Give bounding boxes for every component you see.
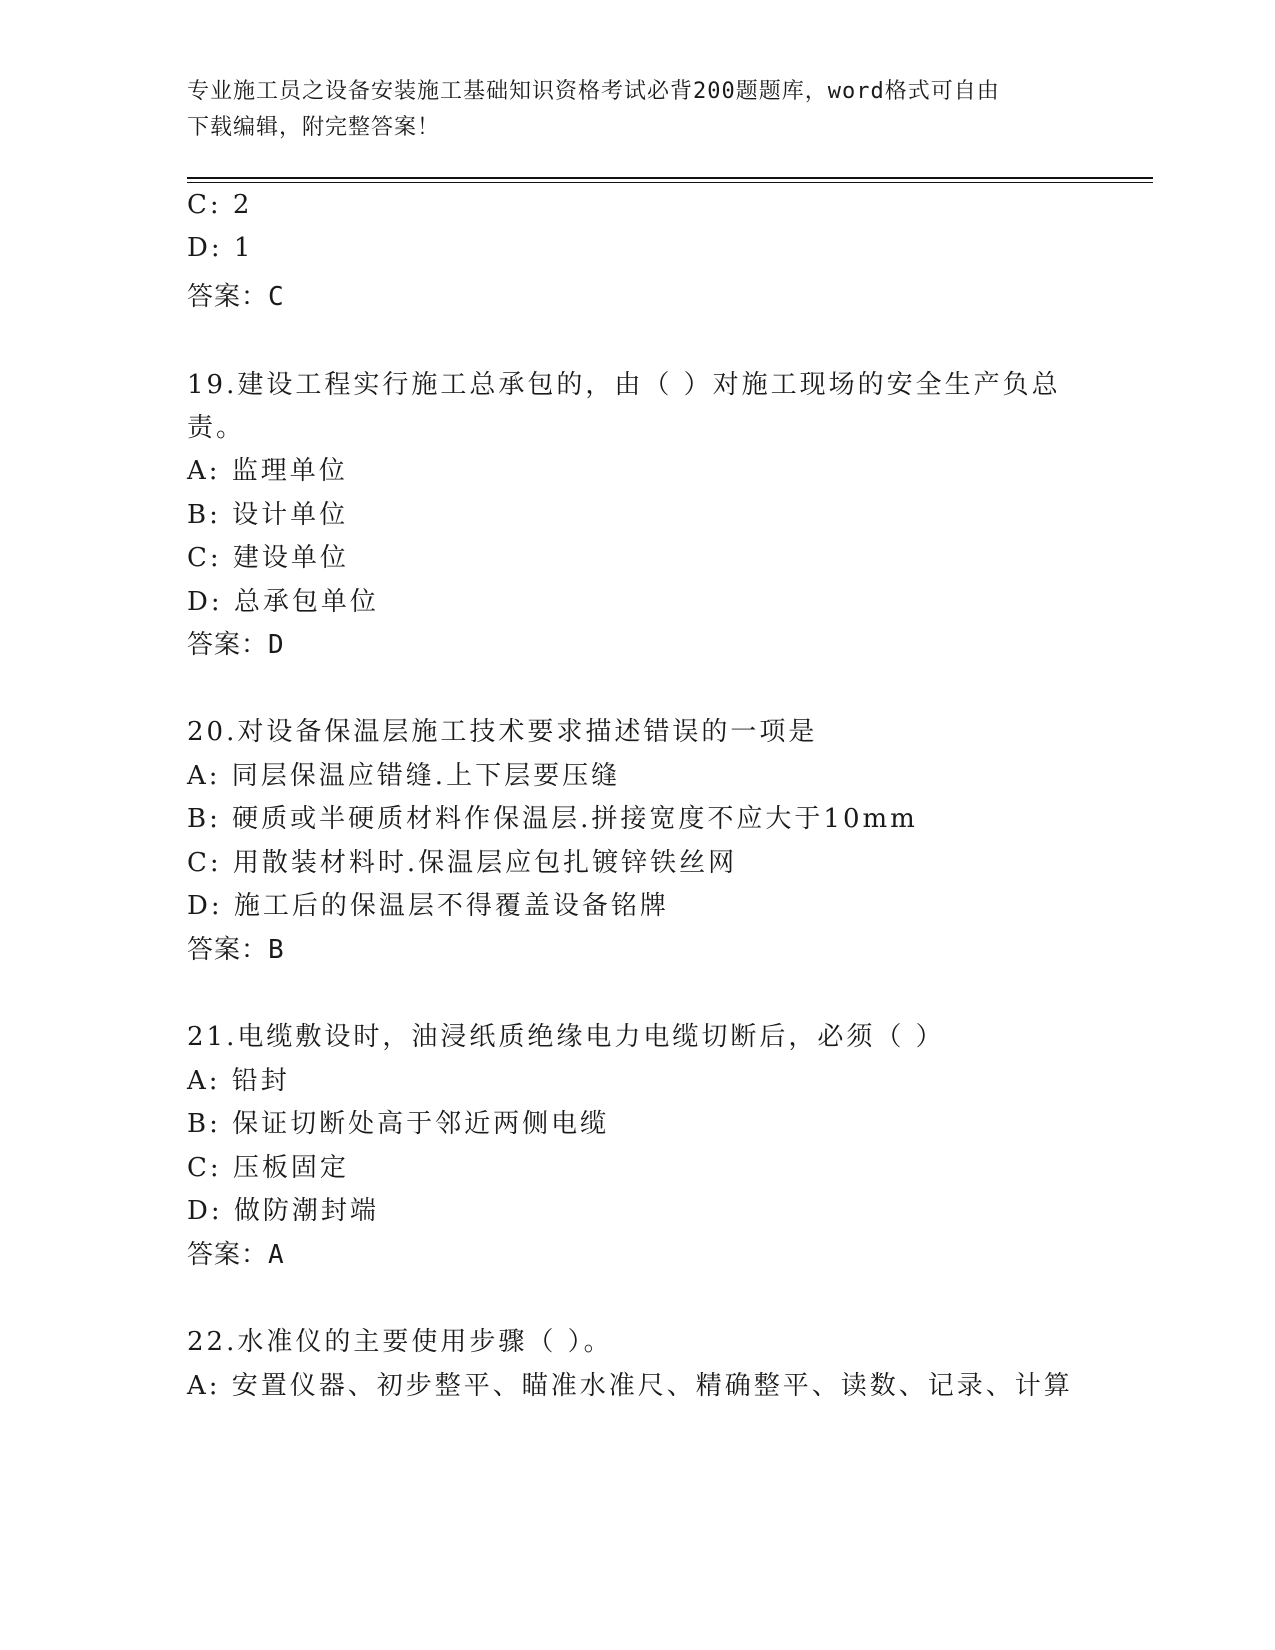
q22-stem: 22.水准仪的主要使用步骤（ ）。 [187, 1327, 613, 1357]
q20-stem: 20.对设备保温层施工技术要求描述错误的一项是 [187, 717, 818, 747]
header-line-2: 下载编辑，附完整答案！ [187, 115, 441, 140]
q19-option-a: A: 监理单位 [187, 456, 348, 486]
q19-answer: 答案：D [187, 630, 285, 660]
q20-option-d: D: 施工后的保温层不得覆盖设备铭牌 [187, 891, 669, 921]
q21-answer: 答案：A [187, 1240, 285, 1270]
q21-option-b: B: 保证切断处高于邻近两侧电缆 [187, 1109, 610, 1139]
prev-option-c: C: 2 [187, 190, 253, 220]
q21-option-c: C: 压板固定 [187, 1153, 349, 1183]
q21-stem: 21.电缆敷设时，油浸纸质绝缘电力电缆切断后，必须（ ） [187, 1022, 945, 1052]
q21-option-d: D: 做防潮封端 [187, 1196, 379, 1226]
q20-option-c: C: 用散装材料时.保温层应包扎镀锌铁丝网 [187, 848, 738, 878]
q19-stem-line-2: 责。 [187, 413, 246, 443]
q22-option-a: A: 安置仪器、初步整平、瞄准水准尺、精确整平、读数、记录、计算 [187, 1371, 1073, 1401]
document-header [187, 74, 1067, 146]
q19-option-b: B: 设计单位 [187, 500, 349, 530]
q19-stem-line-1: 19.建设工程实行施工总承包的，由（ ）对施工现场的安全生产负总 [187, 370, 1061, 400]
prev-answer: 答案：C [187, 282, 285, 312]
prev-option-d: D: 1 [187, 233, 254, 263]
q20-option-a: A: 同层保温应错缝.上下层要压缝 [187, 761, 621, 791]
q19-option-d: D: 总承包单位 [187, 587, 379, 617]
header-line-1: 专业施工员之设备安装施工基础知识资格考试必背200题题库，word格式可自由 [187, 79, 1000, 104]
q20-option-b: B: 硬质或半硬质材料作保温层.拼接宽度不应大于10mm [187, 804, 918, 834]
q20-answer: 答案：B [187, 935, 285, 965]
header-divider-thin [187, 182, 1153, 183]
header-divider-thick [187, 177, 1153, 179]
q19-option-c: C: 建设单位 [187, 543, 349, 573]
q21-option-a: A: 铅封 [187, 1066, 290, 1096]
